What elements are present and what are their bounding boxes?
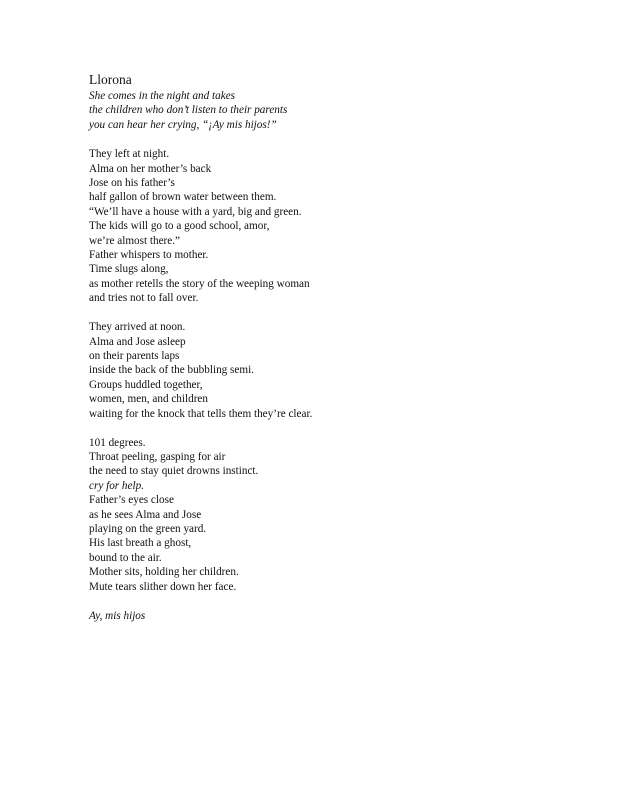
- poem-line: bound to the air.: [89, 551, 162, 564]
- poem-line: Alma and Jose asleep: [89, 335, 186, 348]
- stanza-1: [89, 147, 589, 305]
- epigraph: [89, 89, 589, 132]
- closing-line: Ay, mis hijos: [89, 609, 146, 622]
- poem: [89, 72, 589, 623]
- poem-line: and tries not to fall over.: [89, 292, 199, 305]
- poem-line: The kids will go to a good school, amor,: [89, 220, 270, 233]
- epigraph-line: the children who don’t listen to their parents: [89, 104, 288, 117]
- epigraph-line: She comes in the night and takes: [89, 90, 236, 102]
- poem-line: “We’ll have a house with a yard, big and green.: [89, 205, 302, 218]
- poem-line: Mother sits, holding her children.: [89, 566, 239, 579]
- poem-line: half gallon of brown water between them.: [89, 191, 277, 204]
- poem-line: Throat peeling, gasping for air: [89, 450, 226, 463]
- poem-line: His last breath a ghost,: [89, 537, 192, 550]
- poem-line: as mother retells the story of the weeping woman: [89, 277, 310, 290]
- poem-line: women, men, and children: [89, 393, 208, 406]
- poem-line: on their parents laps: [89, 350, 180, 362]
- poem-line-italic: cry for help.: [89, 479, 144, 492]
- poem-line: Mute tears slither down her face.: [89, 580, 237, 593]
- poem-line: 101 degrees.: [89, 436, 146, 449]
- epigraph-line: you can hear her crying, “¡Ay mis hijos!”: [89, 118, 277, 131]
- poem-line: Groups huddled together,: [89, 378, 203, 391]
- poem-line: Time slugs along,: [89, 263, 169, 276]
- stanza-2: [89, 320, 589, 421]
- poem-line: waiting for the knock that tells them they’re clear.: [89, 407, 313, 420]
- poem-line: as he sees Alma and Jose: [89, 508, 202, 521]
- poem-line: we’re almost there.”: [89, 234, 181, 247]
- poem-title: Llorona: [89, 72, 132, 87]
- poem-line: inside the back of the bubbling semi.: [89, 364, 254, 377]
- poem-line: Father’s eyes close: [89, 494, 174, 507]
- poem-line: the need to stay quiet drowns instinct.: [89, 465, 259, 478]
- closing-stanza: [89, 609, 589, 623]
- poem-line: playing on the green yard.: [89, 522, 207, 535]
- stanza-3: [89, 436, 589, 594]
- poem-line: Jose on his father’s: [89, 177, 175, 190]
- poem-line: Father whispers to mother.: [89, 249, 209, 262]
- poem-line: Alma on her mother’s back: [89, 162, 212, 175]
- poem-line: They arrived at noon.: [89, 321, 186, 334]
- poem-line: They left at night.: [89, 148, 170, 161]
